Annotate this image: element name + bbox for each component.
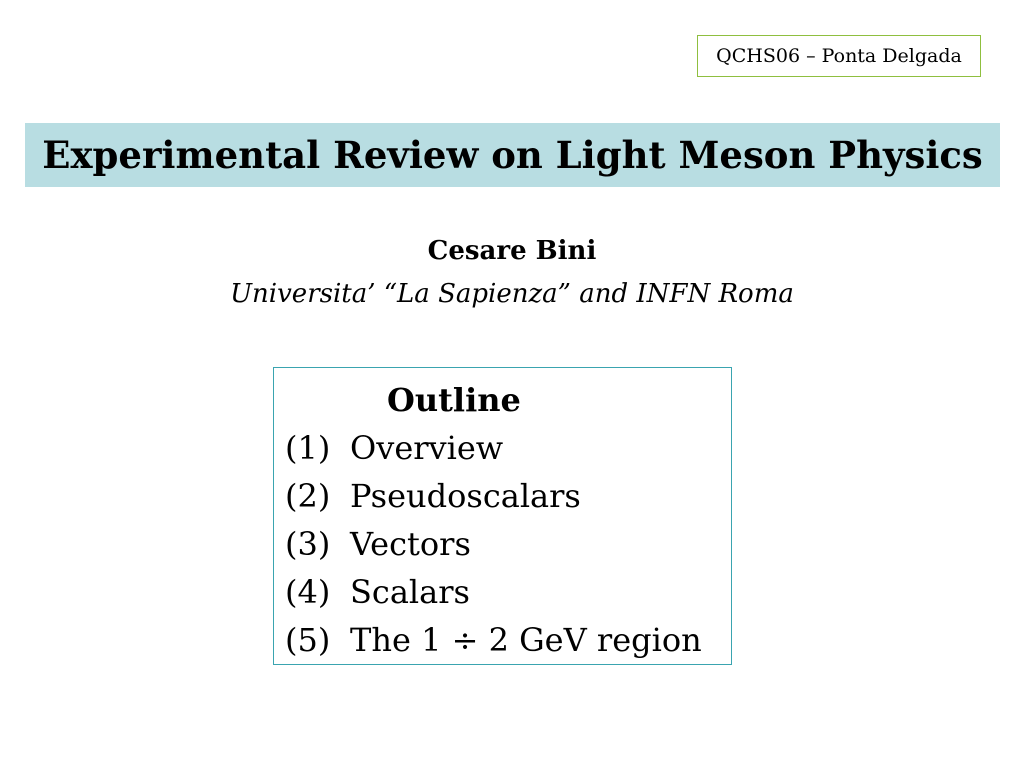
slide-title: Experimental Review on Light Meson Physics: [25, 123, 1000, 187]
outline-box: [273, 367, 732, 665]
author-name: Cesare Bini: [427, 236, 597, 266]
outline-item-number: (5): [285, 621, 331, 659]
outline-item-scalars: [285, 568, 731, 616]
outline-heading: Outline: [387, 381, 521, 419]
outline-list: [285, 424, 731, 664]
outline-item-label: Pseudoscalars: [350, 477, 581, 515]
outline-item-vectors: [285, 520, 731, 568]
outline-item-label: Vectors: [350, 525, 471, 563]
outline-item-pseudoscalars: [285, 472, 731, 520]
outline-item-label: Overview: [350, 429, 504, 467]
outline-item-number: (2): [285, 477, 331, 515]
author-affiliation: Universita’ “La Sapienza” and INFN Roma: [230, 279, 794, 309]
outline-item-label: The 1 ÷ 2 GeV region: [350, 621, 702, 659]
outline-item-number: (3): [285, 525, 331, 563]
outline-item-label: Scalars: [350, 573, 470, 611]
outline-item-number: (4): [285, 573, 331, 611]
outline-item-number: (1): [285, 429, 331, 467]
outline-item-overview: [285, 424, 731, 472]
outline-item-1-2-gev-region: [285, 616, 731, 664]
conference-tag: QCHS06 – Ponta Delgada: [697, 35, 981, 77]
